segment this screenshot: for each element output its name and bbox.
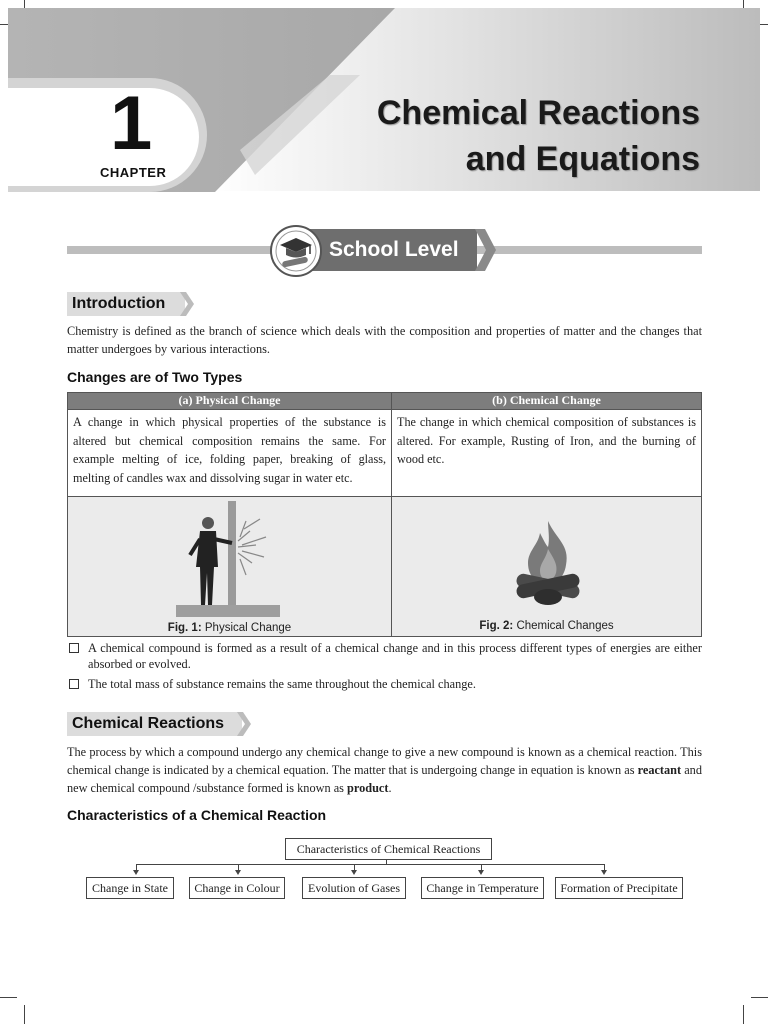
chapter-number: 1 bbox=[110, 81, 153, 166]
heading-chevron bbox=[237, 712, 253, 736]
bullet-text: A chemical compound is formed as a result of a chemical change and in this process different types of energies are either absorbed or evolved. bbox=[88, 641, 702, 671]
arrow-down-icon bbox=[235, 870, 241, 875]
crop-mark bbox=[24, 1005, 25, 1024]
arrow-down-icon bbox=[478, 870, 484, 875]
physical-change-header: (a) Physical Change bbox=[68, 393, 392, 410]
list-item bbox=[69, 676, 702, 692]
reactant-term: reactant bbox=[637, 763, 682, 777]
changes-table bbox=[67, 392, 702, 637]
checkbox-bullet-icon bbox=[69, 679, 79, 689]
fig1-caption-text: Physical Change bbox=[204, 622, 292, 634]
introduction-text: Chemistry is defined as the branch of science which deals with the composition and properties of matter and the changes that matter undergoes by various interactions. bbox=[67, 324, 702, 356]
level-badge bbox=[270, 225, 322, 277]
characteristic-box: Evolution of Gases bbox=[302, 877, 406, 899]
characteristics-root-box: Characteristics of Chemical Reactions bbox=[285, 838, 492, 860]
chapter-title bbox=[377, 90, 700, 182]
chemical-change-header: (b) Chemical Change bbox=[392, 393, 702, 410]
text-segment: . bbox=[388, 781, 392, 795]
chemical-reactions-text bbox=[67, 743, 702, 797]
text-segment: The process by which a compound undergo any chemical change to give a new compound is known as a chemical reaction. This chemical change is indicated by a chemical equation. The matter that is undergoing change in equation is known as bbox=[67, 745, 702, 777]
checkbox-bullet-icon bbox=[69, 643, 79, 653]
physical-change-text: A change in which physical properties of the substance is altered but chemical composition remains the same. For example melting of ice, folding paper, breaking of glass, melting of candles wax and dissolving sugar in water etc. bbox=[73, 415, 386, 485]
chapter-label: CHAPTER bbox=[100, 165, 167, 180]
fig2-caption bbox=[392, 620, 701, 632]
chemical-change-text: The change in which chemical composition of substances is altered. For example, Rusting of Iron, and the burning of wood etc. bbox=[397, 415, 696, 466]
chemical-reactions-heading: Chemical Reactions bbox=[67, 712, 242, 736]
level-banner-chevron bbox=[475, 229, 497, 271]
burning-wood-image bbox=[508, 515, 588, 611]
changes-heading: Changes are of Two Types bbox=[67, 369, 243, 385]
text-segment: and new chemical compound /substance formed is known as bbox=[67, 763, 702, 795]
flowchart-connector bbox=[136, 864, 604, 865]
crop-mark bbox=[743, 1005, 744, 1024]
crop-mark bbox=[751, 997, 768, 998]
crop-mark bbox=[0, 997, 17, 998]
list-item bbox=[69, 640, 702, 672]
characteristic-box: Change in State bbox=[86, 877, 174, 899]
fig1-label: Fig. 1: bbox=[167, 622, 202, 634]
man-breaking-glass-image bbox=[176, 501, 286, 619]
fig1-caption bbox=[68, 622, 391, 634]
chapter-title-line2: and Equations bbox=[465, 140, 700, 178]
fig2-caption-text: Chemical Changes bbox=[516, 620, 614, 632]
heading-chevron bbox=[180, 292, 196, 316]
fig2-label: Fig. 2: bbox=[479, 620, 514, 632]
introduction-heading: Introduction bbox=[67, 292, 185, 316]
arrow-down-icon bbox=[601, 870, 607, 875]
characteristic-box: Change in Colour bbox=[189, 877, 285, 899]
characteristics-heading: Characteristics of a Chemical Reaction bbox=[67, 807, 327, 823]
fig1-cell bbox=[68, 497, 392, 637]
bullet-text: The total mass of substance remains the same throughout the chemical change. bbox=[88, 677, 476, 691]
arrow-down-icon bbox=[351, 870, 357, 875]
product-term: product bbox=[347, 781, 389, 795]
arrow-down-icon bbox=[133, 870, 139, 875]
fig2-cell bbox=[392, 497, 702, 637]
chapter-title-line1: Chemical Reactions bbox=[376, 94, 700, 132]
graduation-cap-icon bbox=[272, 227, 320, 275]
characteristic-box: Change in Temperature bbox=[421, 877, 544, 899]
level-banner-label: School Level bbox=[329, 238, 459, 261]
characteristic-box: Formation of Precipitate bbox=[555, 877, 683, 899]
